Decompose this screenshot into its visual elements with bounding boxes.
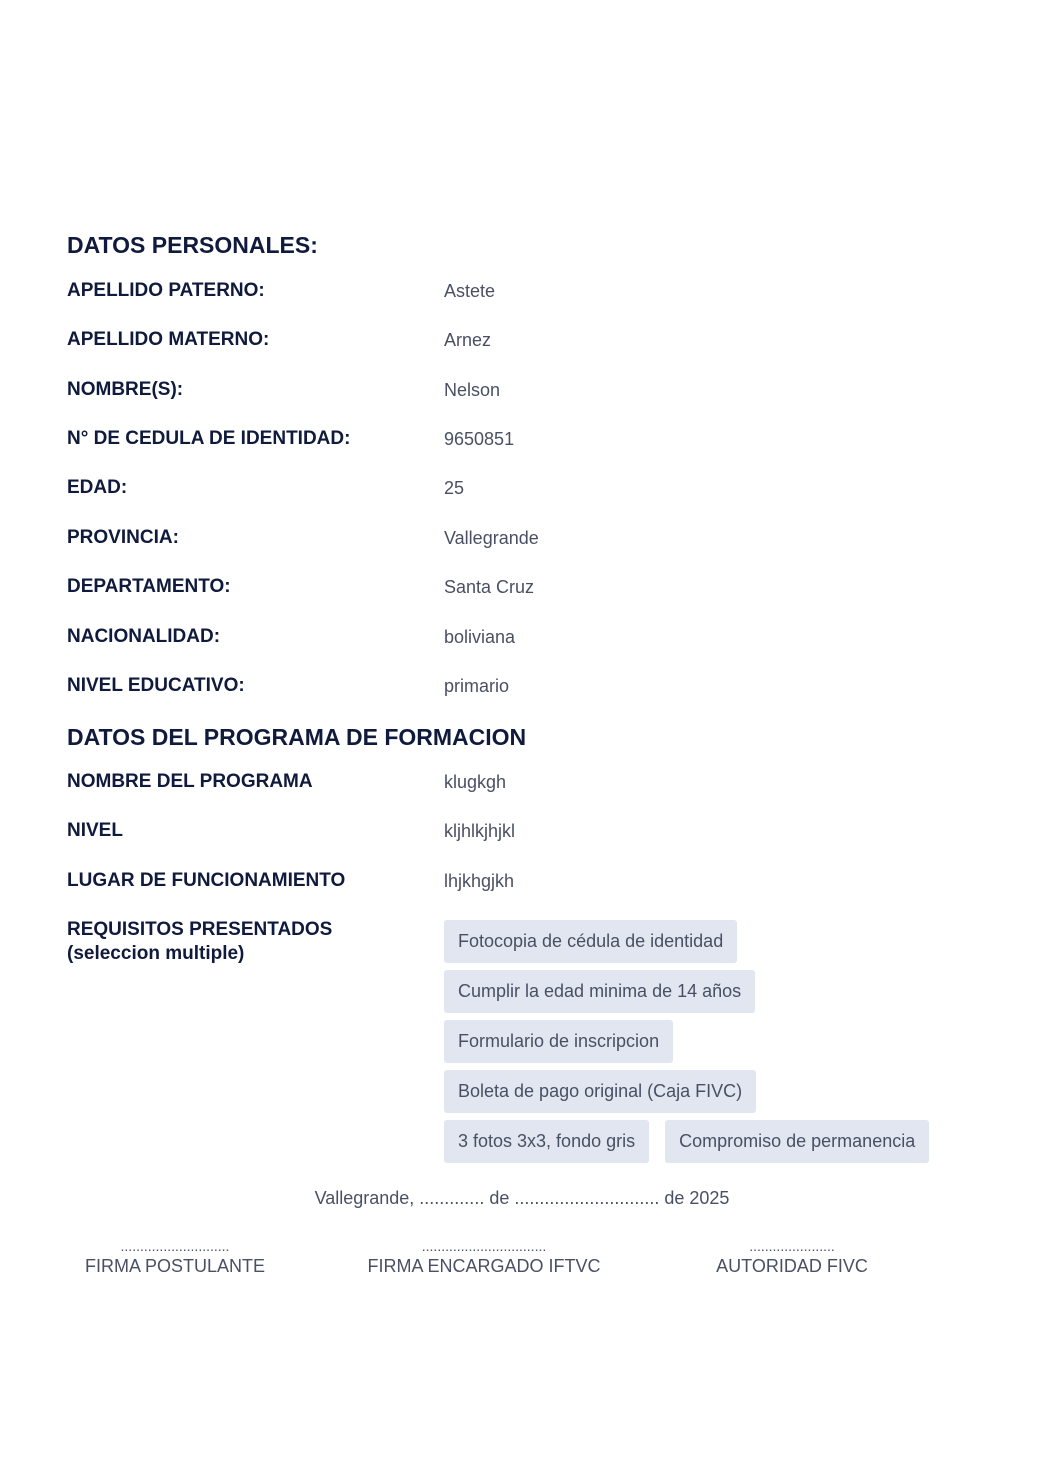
field-label: NOMBRE DEL PROGRAMA xyxy=(67,771,313,792)
signature-label: AUTORIDAD FIVC xyxy=(716,1256,868,1276)
signature-line: ............................ xyxy=(120,1238,230,1254)
requisitos-label-line1: REQUISITOS PRESENTADOS xyxy=(67,919,333,940)
field-label: APELLIDO MATERNO: xyxy=(67,329,270,350)
field-nivel-educativo xyxy=(67,674,987,700)
requisito-chip: Cumplir la edad minima de 14 años xyxy=(444,970,755,1013)
field-label: EDAD: xyxy=(67,477,128,498)
field-label: PROVINCIA: xyxy=(67,527,179,548)
place-date-line: Vallegrande, ............. de ............................. de 2025 xyxy=(314,1188,730,1208)
field-lugar-funcionamiento xyxy=(67,869,987,895)
signature-label: FIRMA POSTULANTE xyxy=(84,1256,266,1276)
field-label: APELLIDO PATERNO: xyxy=(67,280,265,301)
field-label: LUGAR DE FUNCIONAMIENTO xyxy=(67,870,346,891)
field-value: boliviana xyxy=(444,627,516,647)
field-apellido-paterno xyxy=(67,279,987,305)
field-nacionalidad xyxy=(67,625,987,651)
field-label: N° DE CEDULA DE IDENTIDAD: xyxy=(67,428,351,449)
field-nivel xyxy=(67,819,987,845)
requisitos-label xyxy=(67,918,332,966)
signature-encargado xyxy=(364,1238,604,1278)
signature-label: FIRMA ENCARGADO IFTVC xyxy=(367,1256,601,1276)
field-label: NOMBRE(S): xyxy=(67,379,184,400)
field-label: DEPARTAMENTO: xyxy=(67,576,231,597)
field-edad xyxy=(67,476,987,502)
field-label: NACIONALIDAD: xyxy=(67,626,221,647)
signature-postulante xyxy=(84,1238,266,1278)
field-departamento xyxy=(67,575,987,601)
field-value: klugkgh xyxy=(444,772,507,792)
field-nombres xyxy=(67,378,987,404)
field-nombre-programa xyxy=(67,770,987,796)
field-label: NIVEL EDUCATIVO: xyxy=(67,675,245,696)
section-title-datos-personales: DATOS PERSONALES: xyxy=(67,232,318,258)
field-value: kljhlkjhjkl xyxy=(444,821,516,841)
field-value: Astete xyxy=(444,281,496,301)
field-value: lhjkhgjkh xyxy=(444,871,515,891)
requisito-chip: Boleta de pago original (Caja FIVC) xyxy=(444,1070,756,1113)
field-value: 25 xyxy=(444,478,465,498)
field-value: Vallegrande xyxy=(444,528,539,548)
signature-line: ...................... xyxy=(749,1238,835,1254)
field-apellido-materno xyxy=(67,328,987,354)
requisito-chip: Compromiso de permanencia xyxy=(665,1120,929,1163)
field-value: Santa Cruz xyxy=(444,577,535,597)
requisito-chip: Fotocopia de cédula de identidad xyxy=(444,920,737,963)
signature-autoridad xyxy=(712,1238,872,1278)
field-value: Arnez xyxy=(444,330,492,350)
section-title-programa: DATOS DEL PROGRAMA DE FORMACION xyxy=(67,724,527,750)
requisitos-list xyxy=(444,920,984,1170)
requisito-chip: 3 fotos 3x3, fondo gris xyxy=(444,1120,649,1163)
field-cedula xyxy=(67,427,987,453)
field-provincia xyxy=(67,526,987,552)
signature-line: ................................ xyxy=(421,1238,547,1254)
field-value: Nelson xyxy=(444,380,501,400)
field-value: 9650851 xyxy=(444,429,515,449)
requisitos-label-line2: (seleccion multiple) xyxy=(67,943,245,964)
field-label: NIVEL xyxy=(67,820,123,841)
field-value: primario xyxy=(444,676,510,696)
requisito-chip: Formulario de inscripcion xyxy=(444,1020,673,1063)
